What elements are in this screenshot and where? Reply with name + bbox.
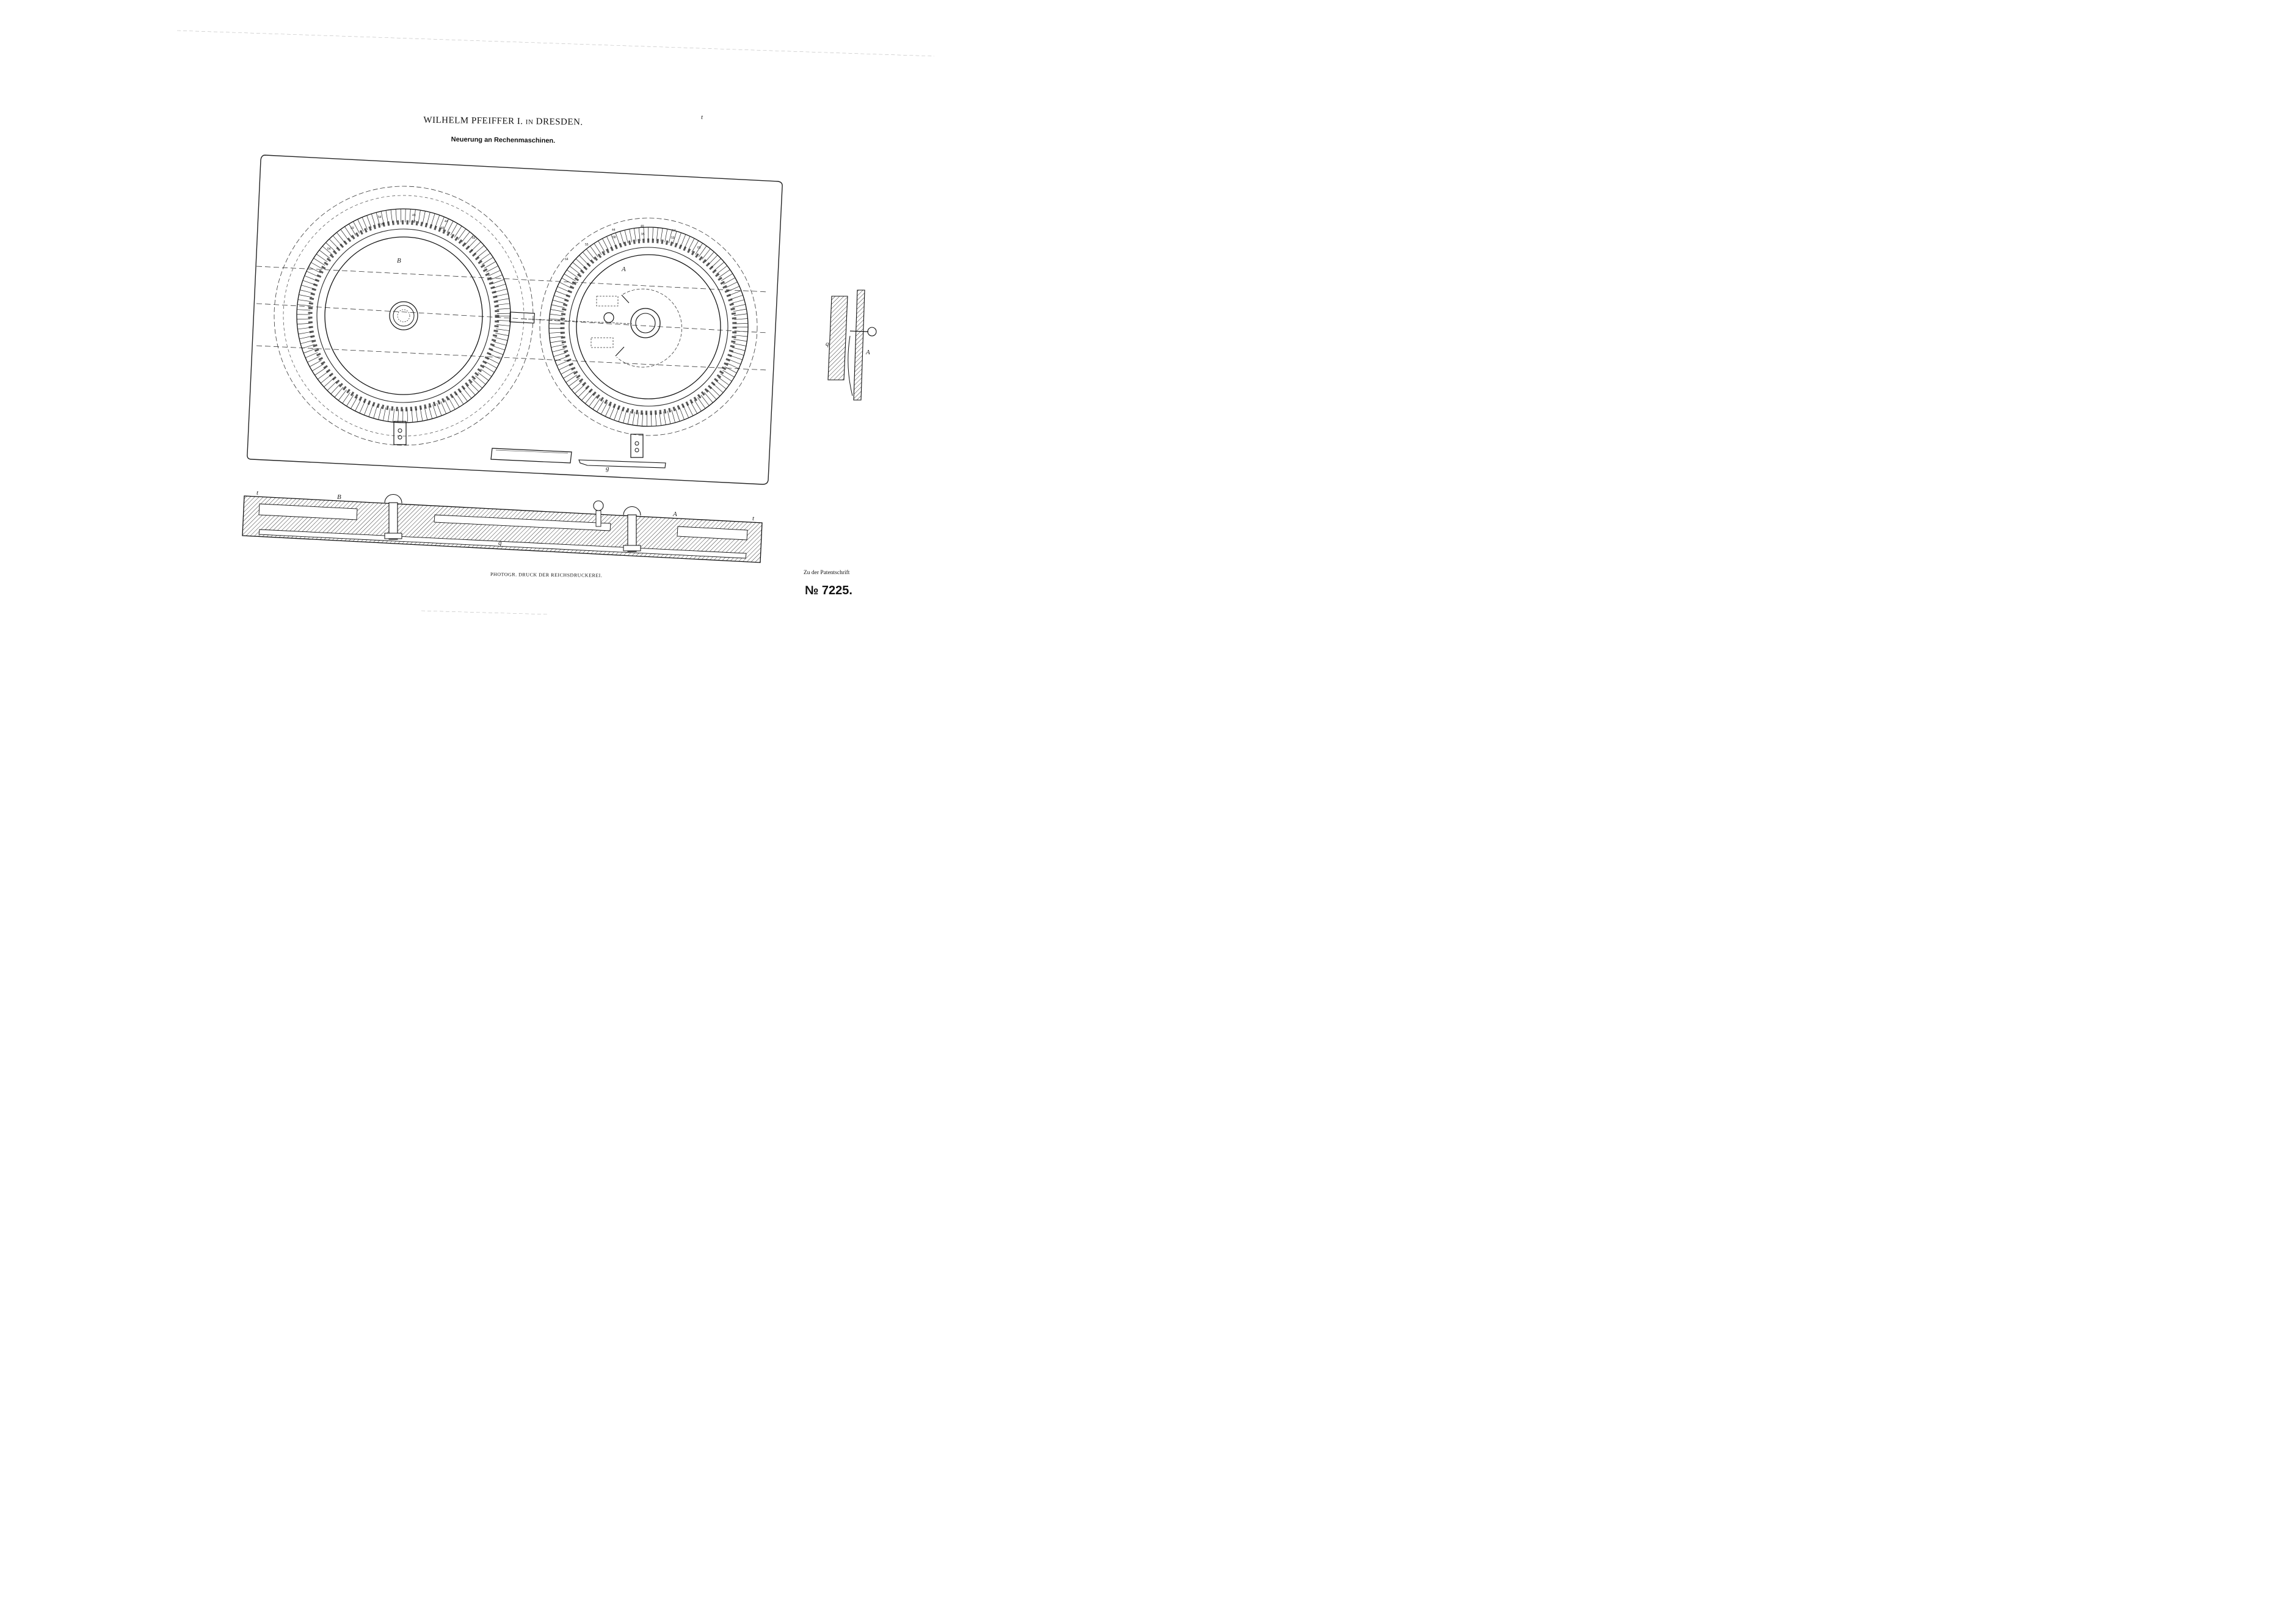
section-label-a: A (673, 511, 677, 518)
disc-a-ring-holes (562, 241, 735, 413)
connector-word: IN (525, 118, 534, 126)
disc-b-ring-holes (310, 222, 497, 409)
disc-b-hub-mid (393, 305, 414, 326)
section-axle-a-nut (623, 545, 641, 551)
disc-b-number: 64 (327, 247, 331, 251)
disc-a-hub-outer (631, 308, 660, 338)
section-bottom-label: q (498, 539, 502, 547)
disc-a-ring-inner (576, 255, 721, 399)
disc-b-ring-band (317, 229, 490, 402)
disc-a-outer-dashed (540, 218, 757, 435)
disc-coupling (510, 312, 535, 323)
section-pawl-knob (594, 501, 603, 511)
disc-a-ring-band (569, 247, 728, 406)
counting-disc-b (274, 186, 533, 445)
disc-b-number: 59 (351, 227, 354, 230)
side-detail-knob (868, 327, 876, 336)
side-detail-label-q: q (826, 340, 829, 348)
disc-a-sector-solid (616, 295, 629, 356)
disc-a-hub-inner (636, 313, 655, 333)
section-axle-b-nut (385, 533, 402, 539)
disc-b-number: 54 (378, 216, 382, 219)
disc-a-label: A (622, 266, 626, 273)
disc-b-number: 69 (472, 236, 476, 240)
side-detail-block (828, 296, 848, 380)
disc-a-number: 44 (612, 228, 616, 232)
disc-b-hub-inner (398, 310, 410, 322)
disc-b-outer-dashed (274, 186, 533, 445)
disc-a-lever-top (597, 296, 618, 306)
disc-b-hub-outer (390, 302, 418, 330)
section-axle-a-dome (623, 506, 641, 515)
counting-disc-a (521, 218, 757, 457)
section-end-label-left: t (256, 489, 259, 497)
disc-b-lock (394, 421, 406, 445)
disc-a-pawl (604, 313, 614, 322)
stylus-label: g (606, 465, 609, 472)
disc-a-number: 69 (697, 246, 701, 250)
patent-reference-label: Zu der Patentschrift (804, 570, 850, 576)
disc-a-number: 95 (641, 233, 645, 236)
section-view (242, 489, 762, 563)
disc-b-number: 58 (412, 220, 416, 224)
disc-a-number: 58 (612, 236, 616, 239)
disc-a-number: 54 (672, 229, 676, 233)
disc-b-number: 55 (441, 227, 445, 230)
patent-subtitle: Neuerung an Rechenmaschinen. (451, 136, 556, 145)
plate-outline (247, 155, 782, 484)
disc-b-ring-outer (297, 209, 510, 423)
section-pawl-stem (596, 511, 601, 526)
inventor-place: DRESDEN. (536, 117, 583, 128)
side-detail-plate (854, 290, 865, 400)
disc-a-lever-bottom (591, 338, 613, 348)
disc-b-number: 44 (445, 220, 448, 224)
disc-a-number: 49 (641, 225, 644, 228)
disc-b-number: 95 (380, 223, 384, 227)
side-detail (826, 290, 876, 400)
disc-a-lock-hole-1 (635, 442, 639, 445)
disc-b-label: B (397, 257, 401, 264)
disc-b-number: 49 (412, 214, 416, 217)
inventor-name: WILHELM PFEIFFER I. (423, 115, 523, 127)
side-detail-label-a: A (866, 349, 870, 356)
section-axle-b-dome (385, 494, 402, 503)
construction-lines (256, 266, 768, 370)
stylus-rod (579, 460, 666, 468)
section-end-label-right: t (752, 515, 755, 522)
disc-a-lock (631, 434, 643, 457)
disc-a-number: 55 (585, 243, 589, 247)
disc-b-ring-inner (325, 237, 482, 395)
patent-number: № 7225. (805, 584, 852, 597)
disc-a-number: 59 (671, 236, 675, 240)
side-detail-stem (850, 331, 868, 332)
plan-view (247, 155, 782, 484)
corner-mark: t (701, 114, 703, 121)
section-label-b: B (337, 493, 341, 501)
disc-a-number: 64 (565, 258, 569, 261)
disc-a-ring-divisions (556, 234, 741, 420)
disc-a-lock-hole-2 (635, 448, 639, 452)
printer-credit: PHOTOGR. DRUCK DER REICHSDRUCKEREI. (490, 571, 603, 578)
side-detail-spring (848, 336, 852, 396)
disc-b-lock-hole-1 (398, 429, 402, 432)
disc-b-rim-dashed (283, 195, 524, 436)
